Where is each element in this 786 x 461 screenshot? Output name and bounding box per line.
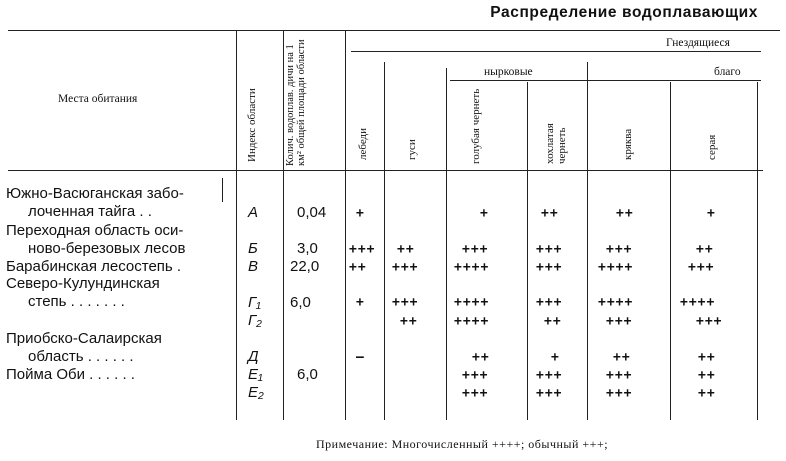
cell-swans: — (356, 350, 365, 365)
row-place: Приобско-Салаирская область . . . . . . (6, 330, 162, 365)
cell-gadwall: +++ (696, 314, 723, 329)
header-blago: благо (714, 66, 741, 78)
col-divider (757, 82, 758, 420)
header-geese: гуси (406, 139, 418, 160)
col-divider (446, 68, 447, 420)
cell-blue-pochard: +++ (462, 368, 489, 383)
cell-blue-pochard: +++ (462, 242, 489, 257)
row-index: А (248, 204, 259, 221)
header-nyrkovye: нырковые (484, 66, 533, 78)
row-index: Г₁ (248, 294, 261, 311)
header-mallard: кряква (622, 128, 634, 160)
col-divider (236, 30, 237, 420)
cell-tufted-pochard: +++ (536, 368, 563, 383)
cell-swans: ++ (349, 260, 367, 275)
row-quantity: 0,04 (297, 204, 327, 221)
top-rule (8, 30, 780, 31)
header-bottom-rule (8, 170, 763, 171)
cell-geese: +++ (392, 260, 419, 275)
cell-gadwall: +++ (688, 260, 715, 275)
cell-gadwall: ++ (696, 242, 714, 257)
table-title: Распределение водоплавающих (490, 4, 758, 21)
table-note: Примечание: Многочисленный ++++; обычный +++; (316, 437, 609, 451)
row-index: Д (248, 348, 259, 365)
nesting-rule (351, 51, 761, 52)
cell-tufted-pochard: + (551, 350, 560, 365)
cell-gadwall: ++ (698, 368, 716, 383)
cell-tufted-pochard: ++ (544, 314, 562, 329)
col-divider (587, 62, 588, 420)
col-divider (283, 30, 284, 420)
cell-mallard: +++ (606, 368, 633, 383)
row-place: Южно-Васюганская забо- лоченная тайга . . (6, 185, 184, 220)
col-divider (345, 30, 346, 420)
cell-geese: ++ (397, 242, 415, 257)
cell-mallard: ++ (613, 350, 631, 365)
header-quantity: Колич. водоплав. дичи на 1 км² общей площади области (285, 39, 307, 166)
cell-tufted-pochard: ++ (541, 206, 559, 221)
cell-swans: +++ (349, 242, 376, 257)
cell-mallard: ++++ (598, 260, 634, 275)
row-place: Пойма Оби . . . . . . (6, 366, 135, 383)
cell-tufted-pochard: +++ (536, 295, 563, 310)
cell-blue-pochard: ++ (472, 350, 490, 365)
header-tufted-pochard: хохлатая чернеть (544, 123, 568, 164)
row-place: Барабинская лесостепь . (6, 258, 182, 275)
row-quantity: 22,0 (290, 258, 320, 275)
cell-swans: + (356, 295, 365, 310)
col-divider (670, 82, 671, 420)
header-swans: лебеди (357, 127, 369, 160)
cell-tufted-pochard: +++ (536, 386, 563, 401)
cell-blue-pochard: ++++ (454, 295, 490, 310)
cell-swans: + (356, 206, 365, 221)
row-place: Северо-Кулундинская степь . . . . . . . (6, 275, 160, 310)
cell-tufted-pochard: +++ (536, 260, 563, 275)
col-divider (384, 62, 385, 420)
cell-geese: ++ (400, 314, 418, 329)
cell-blue-pochard: + (480, 206, 489, 221)
row-index: Б (248, 240, 258, 257)
header-blue-pochard: голубая чернеть (470, 88, 482, 164)
cell-gadwall: ++ (698, 350, 716, 365)
row-label-rule (222, 178, 223, 202)
row-quantity: 6,0 (297, 366, 318, 383)
row-quantity: 6,0 (290, 294, 311, 311)
row-quantity: 3,0 (297, 240, 318, 257)
cell-gadwall: ++++ (680, 295, 716, 310)
cell-geese: +++ (392, 295, 419, 310)
cell-gadwall: + (707, 206, 716, 221)
header-index: Индекс области (246, 88, 258, 162)
row-index: Е₁ (248, 366, 263, 383)
row-place: Переходная область оси- ново-березовых лесов (6, 222, 186, 257)
header-place: Места обитания (58, 93, 138, 105)
cell-blue-pochard: +++ (462, 386, 489, 401)
row-index: Е₂ (248, 384, 264, 401)
row-index: Г₂ (248, 312, 262, 329)
cell-mallard: ++++ (598, 295, 634, 310)
cell-mallard: +++ (606, 386, 633, 401)
cell-gadwall: ++ (698, 386, 716, 401)
header-nesting: Гнездящиеся (666, 37, 730, 49)
cell-mallard: +++ (606, 314, 633, 329)
row-index: В (248, 258, 259, 275)
cell-tufted-pochard: +++ (536, 242, 563, 257)
subgroup-rule (450, 80, 761, 81)
col-divider (527, 82, 528, 420)
cell-mallard: ++ (616, 206, 634, 221)
cell-mallard: +++ (606, 242, 633, 257)
header-gadwall: серая (706, 134, 718, 160)
cell-blue-pochard: ++++ (454, 260, 490, 275)
cell-blue-pochard: ++++ (454, 314, 490, 329)
